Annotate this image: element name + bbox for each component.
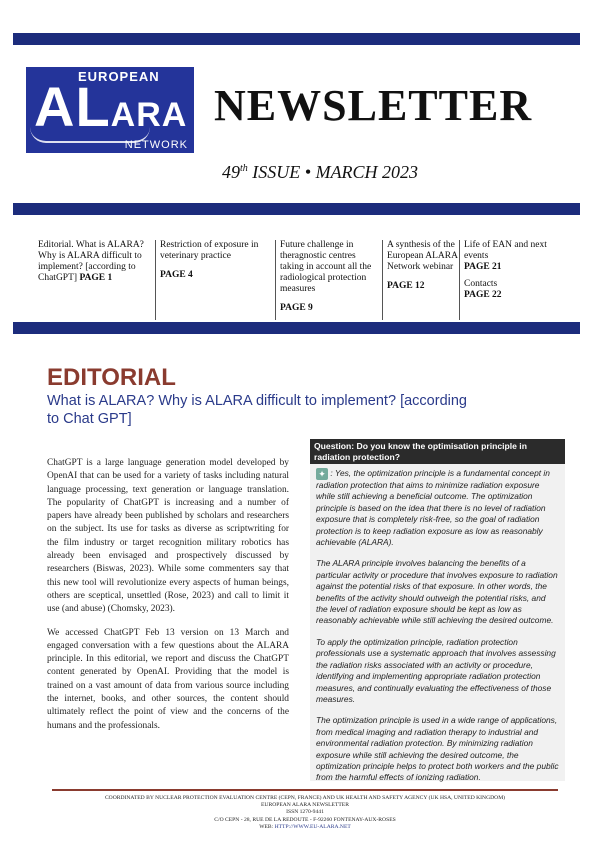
table-of-contents: [34, 240, 574, 320]
chat-answer: ✦ : Yes, the optimization principle is a fundamental concept in radiation protection that aims to minimize radiation exposure while still achieving a beneficial outcome. The optimization principle is based on the idea that there is no level of radiation exposure that is completely risk-free, so the goal of radiation protection is to keep radiation exposure as low as reasonably achievable (ALARA). The ALARA principle involves balancing the benefits of a particular activity or procedure that involves exposure to radiation against the potential risks of that exposure. In other words, the benefits of the activity should outweigh the potential risks, and the level of radiation exposure should be kept as low as reasonably achievable while still achieving the desired outcome. To apply the optimization principle, radiation protection professionals use a systematic approach that involves assessing the radiation risks associated with an activity or procedure, identifying and implementing appropriate radiation protection measures, and continually evaluating the effectiveness of those measures. The optimization principle is used in a wide range of applications, from medical imaging and radiation therapy to industrial and environmental radiation protection. By minimizing radiation exposure while still achieving the desired outcome, the optimization principle helps to protect both workers and the public from the harmful effects of ionizing radiation.: [316, 468, 559, 783]
editorial-subtitle: What is ALARA? Why is ALARA difficult to implement? [according to Chat GPT]: [47, 393, 467, 427]
toc-item[interactable]: Editorial. What is ALARA? Why is ALARA difficult to implement? [according to ChatGPT] PAGE 1: [38, 240, 144, 283]
chatgpt-icon: ✦: [316, 468, 328, 480]
toc-item[interactable]: Future challenge in theragnostic centres taking in account all the radiological protection measures PAGE 9: [275, 240, 381, 320]
toc-item[interactable]: A synthesis of the European ALARA Network webinar PAGE 12: [382, 240, 458, 320]
mid-band: [13, 203, 580, 215]
logo-european-text: EUROPEAN: [78, 69, 160, 84]
logo-network-text: NETWORK: [124, 139, 188, 151]
logo-alara-text: ALARA: [34, 75, 188, 138]
toc-item[interactable]: Life of EAN and next events PAGE 21 Contacts PAGE 22: [459, 240, 569, 320]
alara-network-logo: [26, 67, 194, 153]
editorial-heading: EDITORIAL: [47, 364, 176, 391]
lower-band: [13, 322, 580, 334]
chat-question: Question: Do you know the optimisation principle in radiation protection?: [310, 439, 565, 464]
footer: COORDINATED BY NUCLEAR PROTECTION EVALUATION CENTRE (CEPN, FRANCE) AND UK HEALTH AND SAFETY AGENCY (UK HSA, UNITED KINGDOM) EUROPEAN ALARA NEWSLETTER ISSN 1270-9441 C/O CEPN - 28, RUE DE LA REDOUTE - F-92260 FONTENAY-AUX-ROSES WEB: HTTP://WWW.EU-ALARA.NET: [104, 795, 506, 830]
chat-answer-paragraph: The ALARA principle involves balancing the benefits of a particular activity or procedure that involves exposure to radiation against the potential risks of that exposure. In other words, the benefits of the activity should outweigh the potential risks, and the level of radiation exposure should be kept as low as reasonably achievable while still achieving the desired outcome.: [316, 558, 558, 626]
top-band: [13, 33, 580, 45]
editorial-paragraph: We accessed ChatGPT Feb 13 version on 13 March and engaged conversation with a few questions about the ALARA principle. In this editorial, we report and discuss the ChatGPT content generated by OpenAI. Providing that the model is trained on a vast amount of data from various source including the internet, books, and other sources, the content should ultimately reflect the point of view and the concerns of the humans and the professionals.: [47, 627, 289, 731]
issue-line: 49th ISSUE • MARCH 2023: [222, 162, 419, 182]
editorial-body: [47, 457, 289, 743]
newsletter-title: NEWSLETTER: [214, 81, 533, 130]
chat-answer-paragraph: To apply the optimization principle, radiation protection professionals use a systematic approach that involves assessing the radiation risks associated with an activity or procedure, identifying and implementing appropriate radiation protection measures, and continually evaluating the effectiveness of those measures.: [316, 636, 556, 704]
chatgpt-box: [310, 439, 565, 781]
website-link[interactable]: HTTP://WWW.EU-ALARA.NET: [274, 823, 351, 830]
chat-answer-paragraph: The optimization principle is used in a wide range of applications, from medical imaging and radiation therapy to industrial and environmental radiation protection. By minimizing radiation exposure while still achieving the desired outcome, the optimization principle helps to protect both workers and the public from the harmful effects of ionizing radiation.: [316, 715, 559, 783]
toc-item[interactable]: Restriction of exposure in veterinary practice PAGE 4: [155, 240, 275, 320]
editorial-paragraph: ChatGPT is a large language generation model developed by OpenAI that can be used for a variety of tasks including natural language processing, text generation or language translation. The popularity of ChatGPT is increasing and a number of papers have already been published by scholars and researchers on the subject. Its use for tasks as diverse as scriptwriting for the film industry or target recognition military robotics has already been envisaged and prospectively discussed by researchers (Biswas, 2023). While some commenters say that this new tool will revolutionize every aspects of human beings, others are sceptical, unsettled (Rose, 2023) and call to limit it use (and abuse) (Chomsky, 2023).: [47, 458, 289, 615]
footer-rule: [52, 789, 558, 791]
